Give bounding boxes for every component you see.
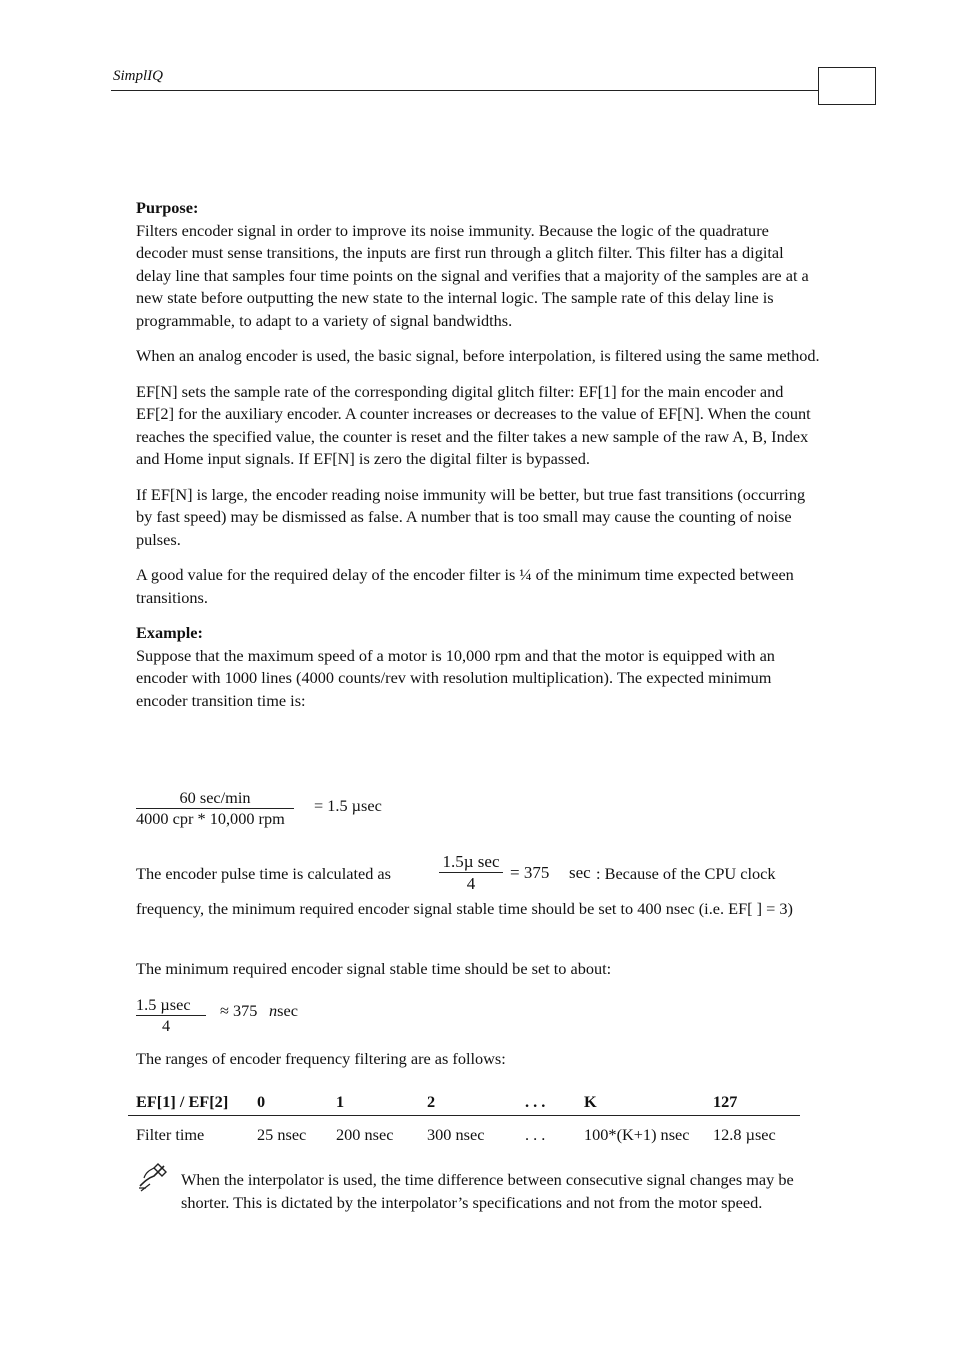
formula-2-equals: = 375	[510, 863, 550, 882]
formula-2-denominator: 4	[466, 874, 476, 893]
table-header-cell: 1	[328, 1090, 419, 1116]
table-header-row	[128, 1090, 800, 1116]
purpose-heading: Purpose:	[136, 198, 199, 217]
formula-2-suffix: : Because of the CPU clock	[596, 864, 776, 883]
formula-3-unit	[269, 1001, 298, 1021]
table-header-cell: EF[1] / EF[2]	[128, 1090, 249, 1116]
table-cell: 100*(K+1) nsec	[584, 1125, 690, 1144]
formula-stable-time	[136, 995, 206, 1036]
main-content	[136, 197, 821, 725]
table-cell: 300 nsec	[427, 1125, 485, 1144]
table-header-cell: . . .	[517, 1090, 576, 1116]
note-pen-icon	[136, 1158, 170, 1192]
purpose-paragraph-2: When an analog encoder is used, the basic signal, before interpolation, is filtered using the same method.	[136, 346, 820, 365]
table-header-cell: 2	[419, 1090, 517, 1116]
table-cell: 12.8 µsec	[713, 1125, 776, 1144]
pulse-time-continuation: frequency, the minimum required encoder signal stable time should be set to 400 nsec (i.e. EF[ ] = 3)	[136, 899, 793, 918]
formula-1-numerator: 60 sec/min	[136, 788, 294, 809]
table-cell: 25 nsec	[257, 1125, 307, 1144]
formula-3-numerator: 1.5 µsec	[136, 995, 206, 1016]
header-rule	[111, 90, 819, 91]
formula-pulse-time	[439, 851, 503, 894]
stable-time-text: The minimum required encoder signal stable time should be set to about:	[136, 959, 612, 978]
formula-3-approx: ≈ 375	[220, 1001, 258, 1020]
filter-ranges-table	[128, 1090, 800, 1147]
table-header-cell: 127	[705, 1090, 800, 1116]
formula-2-unit: sec	[569, 863, 591, 882]
table-cell: 200 nsec	[336, 1125, 394, 1144]
table-cell: Filter time	[136, 1125, 205, 1144]
page-number-box	[818, 67, 876, 105]
table-header-cell: K	[576, 1090, 705, 1116]
table-row	[128, 1116, 800, 1148]
formula-transition-time	[136, 788, 294, 809]
formula-3-denominator: 4	[162, 1016, 171, 1035]
example-intro: Suppose that the maximum speed of a motor is 10,000 rpm and that the motor is equipped with an encoder with 1000 lines (4000 counts/rev with resolution multiplication). The expected minimum encoder transition time is:	[136, 645, 775, 710]
formula-1-result: = 1.5 µsec	[314, 796, 382, 815]
formula-3-unit-n: n	[269, 1001, 278, 1020]
purpose-paragraph-5: A good value for the required delay of the encoder filter is ¼ of the minimum time expected between transitions.	[136, 565, 794, 607]
header-title: SimplIQ	[113, 68, 163, 84]
pulse-time-prefix: The encoder pulse time is calculated as	[136, 864, 391, 883]
note-text: When the interpolator is used, the time difference between consecutive signal changes may be shorter. This is dictated by the interpolator’s specifications and not from the motor speed.	[181, 1170, 794, 1212]
formula-1-denominator: 4000 cpr * 10,000 rpm	[136, 809, 285, 828]
ranges-intro: The ranges of encoder frequency filtering are as follows:	[136, 1049, 506, 1068]
example-heading: Example:	[136, 623, 203, 642]
formula-2-numerator: 1.5µ sec	[439, 851, 503, 873]
table-cell: . . .	[525, 1125, 546, 1144]
table-header-cell: 0	[249, 1090, 328, 1116]
formula-3-unit-sec: sec	[277, 1001, 298, 1020]
purpose-paragraph-4: If EF[N] is large, the encoder reading noise immunity will be better, but true fast transitions (occurring by fast speed) may be dismissed as false. A number that is too small may cause the counting of noise pulses.	[136, 484, 806, 549]
purpose-paragraph-1: Filters encoder signal in order to improve its noise immunity. Because the logic of the quadrature decoder must sense transitions, the inputs are first run through a glitch filter. This filter has a digital delay line that samples four time points on the signal and verifies that a majority of the samples are at a new state before outputting the new state to the internal logic. The sample rate of this delay line is programmable, to adapt to a variety of signal bandwidths.	[136, 220, 809, 330]
purpose-paragraph-3: EF[N] sets the sample rate of the corresponding digital glitch filter: EF[1] for the main encoder and EF[2] for the auxiliary encoder. A counter increases or decreases to the value of EF[N]. When the count reaches the specified value, the counter is reset and the filter takes a new sample of the raw A, B, Index and Home input signals. If EF[N] is zero the digital filter is bypassed.	[136, 381, 811, 468]
